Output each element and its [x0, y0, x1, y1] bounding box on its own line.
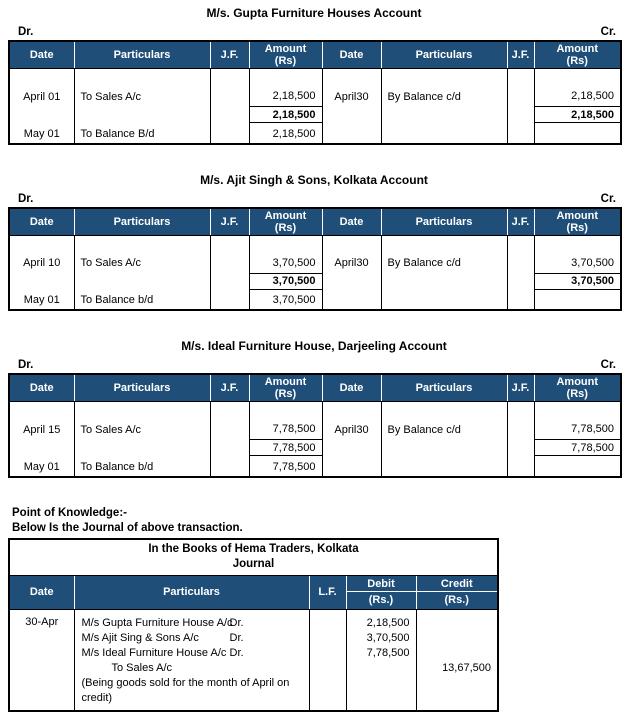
amount-label: Amount — [556, 209, 599, 222]
debit-unit: (Rs.) — [368, 594, 394, 606]
amount-label: Amount — [556, 376, 599, 388]
entry-date-dr: April 10 — [23, 257, 61, 269]
amount-unit: (Rs) — [274, 388, 297, 400]
entry-date-cr: April30 — [322, 81, 381, 107]
journal-table — [8, 538, 499, 712]
col-header-amount — [534, 41, 621, 69]
balance-date: May 01 — [23, 460, 60, 473]
journal-narration: (Being goods sold for the month of April on credit) — [81, 676, 290, 704]
col-header-date: Date — [9, 208, 74, 236]
ledger-header-row — [9, 374, 621, 402]
entry-row — [9, 247, 621, 273]
total-amount-dr: 7,78,500 — [249, 440, 322, 456]
ledger-table-ajit — [8, 207, 622, 312]
account-title: M/s. Gupta Furniture Houses Account — [206, 6, 422, 20]
journal-book-title: In the Books of Hema Traders, Kolkata — [148, 542, 359, 555]
amount-unit: (Rs) — [274, 221, 297, 234]
entry-amount-cr: 7,78,500 — [534, 414, 621, 440]
credit-label: Credit — [417, 576, 498, 592]
balance-particulars: To Balance B/d — [74, 123, 210, 144]
journal-subtitle: Journal — [232, 557, 275, 570]
dr-suffix: Dr. — [229, 616, 244, 629]
col-header-date: Date — [9, 575, 74, 609]
entry-date-dr: April 15 — [23, 423, 61, 436]
amount-label: Amount — [264, 376, 307, 388]
journal-entry-lf — [309, 609, 346, 711]
col-header-jf: J.F. — [507, 374, 534, 402]
journal-line-credit-account: To Sales A/c — [111, 661, 173, 674]
col-header-amount — [249, 41, 322, 69]
col-header-jf: J.F. — [210, 374, 249, 402]
ledger-section-gupta — [8, 6, 620, 145]
account-name: M/s Ideal Furniture House A/c — [81, 646, 227, 659]
debit-amount: 2,18,500 — [366, 616, 410, 629]
entry-particulars-dr: To Sales A/c — [74, 414, 210, 440]
journal-title-row — [9, 539, 498, 576]
spacer-row — [9, 235, 621, 247]
col-header-amount — [534, 208, 621, 236]
spacer-row — [9, 69, 621, 81]
credit-amount: 13,67,500 — [442, 661, 491, 674]
entry-jf-cr — [507, 414, 534, 440]
account-title: M/s. Ajit Singh & Sons, Kolkata Account — [200, 172, 428, 187]
amount-label: Amount — [264, 209, 307, 222]
col-header-jf: J.F. — [210, 208, 249, 236]
balance-particulars: To Balance b/d — [74, 289, 210, 310]
cr-label: Cr. — [600, 192, 616, 205]
debit-label: Debit — [347, 576, 416, 592]
col-header-amount — [249, 208, 322, 236]
entry-particulars-cr: By Balance c/d — [381, 414, 507, 440]
col-header-particulars: Particulars — [74, 208, 210, 236]
ledger-section-ideal — [8, 339, 620, 478]
entry-row — [9, 414, 621, 440]
amount-unit: (Rs) — [274, 55, 297, 67]
amount-unit: (Rs) — [566, 221, 588, 234]
dr-cr-row — [8, 192, 620, 207]
col-header-jf: J.F. — [507, 208, 534, 236]
col-header-amount — [249, 374, 322, 402]
entry-particulars-cr: By Balance c/d — [381, 247, 507, 273]
dr-cr-row — [8, 25, 620, 40]
col-header-lf: L.F. — [309, 575, 346, 609]
total-amount-dr: 3,70,500 — [249, 273, 322, 289]
col-header-debit — [346, 575, 416, 609]
dr-label: Dr. — [18, 192, 34, 205]
col-header-date: Date — [9, 374, 74, 402]
col-header-date: Date — [9, 41, 74, 69]
col-header-jf: J.F. — [507, 41, 534, 69]
journal-line — [82, 646, 305, 661]
total-row — [9, 273, 621, 289]
col-header-particulars: Particulars — [74, 41, 210, 69]
ledger-table-gupta — [8, 40, 622, 145]
cr-label: Cr. — [600, 26, 616, 38]
total-amount-cr: 3,70,500 — [534, 273, 621, 289]
debit-amount: 3,70,500 — [366, 631, 410, 644]
entry-jf-dr — [210, 81, 249, 107]
journal-section — [8, 506, 620, 712]
col-header-particulars: Particulars — [381, 208, 507, 236]
account-title: M/s. Ideal Furniture House, Darjeeling Account — [181, 339, 447, 353]
total-amount-cr: 2,18,500 — [534, 107, 621, 123]
balance-row — [9, 123, 621, 144]
entry-amount-dr: 2,18,500 — [249, 81, 322, 107]
balance-jf — [210, 123, 249, 144]
col-header-date: Date — [322, 41, 381, 69]
ledger-header-row — [9, 41, 621, 69]
credit-unit: (Rs.) — [444, 594, 469, 606]
journal-entry-row — [9, 609, 498, 711]
debit-amount: 7,78,500 — [366, 646, 410, 659]
cr-label: Cr. — [600, 359, 616, 371]
balance-date: May 01 — [23, 294, 60, 306]
balance-date: May 01 — [23, 127, 60, 140]
entry-amount-cr: 2,18,500 — [534, 81, 621, 107]
dr-label: Dr. — [18, 26, 34, 38]
journal-line — [82, 631, 305, 646]
entry-amount-dr: 7,78,500 — [249, 414, 322, 440]
dr-suffix: Dr. — [229, 646, 244, 659]
amount-label: Amount — [264, 43, 307, 55]
entry-jf-cr — [507, 247, 534, 273]
balance-row — [9, 289, 621, 310]
journal-line — [82, 616, 305, 631]
entry-row — [9, 81, 621, 107]
col-header-credit — [416, 575, 498, 609]
balance-jf — [210, 289, 249, 310]
amount-label: Amount — [556, 43, 599, 55]
col-header-particulars: Particulars — [381, 374, 507, 402]
dr-suffix: Dr. — [229, 631, 244, 644]
total-row — [9, 440, 621, 456]
journal-note-label: Below Is the Journal of above transaction. — [12, 521, 243, 534]
col-header-date: Date — [322, 374, 381, 402]
col-header-particulars: Particulars — [381, 41, 507, 69]
entry-date-cr: April30 — [322, 414, 381, 440]
balance-amount: 2,18,500 — [249, 123, 322, 144]
entry-particulars-dr: To Sales A/c — [74, 81, 210, 107]
account-name: M/s Gupta Furniture House A/c — [81, 616, 233, 629]
entry-jf-dr — [210, 414, 249, 440]
ledger-section-ajit — [8, 173, 620, 312]
balance-jf — [210, 456, 249, 477]
journal-entry-particulars — [74, 609, 309, 711]
col-header-jf: J.F. — [210, 41, 249, 69]
ledger-header-row — [9, 208, 621, 236]
col-header-amount — [534, 374, 621, 402]
balance-amount: 3,70,500 — [249, 289, 322, 310]
entry-date-cr: April30 — [322, 247, 381, 273]
balance-row — [9, 456, 621, 477]
dr-label: Dr. — [18, 359, 34, 371]
entry-jf-cr — [507, 81, 534, 107]
total-amount-dr: 2,18,500 — [249, 107, 322, 123]
account-name: M/s Ajit Sing & Sons A/c — [81, 631, 199, 644]
balance-particulars: To Balance b/d — [74, 456, 210, 477]
col-header-particulars: Particulars — [74, 374, 210, 402]
entry-amount-dr: 3,70,500 — [249, 247, 322, 273]
col-header-particulars: Particulars — [74, 575, 309, 609]
entry-amount-cr: 3,70,500 — [534, 247, 621, 273]
amount-unit: (Rs) — [566, 388, 588, 400]
entry-date-dr: April 01 — [23, 90, 61, 103]
spacer-row — [9, 402, 621, 414]
col-header-date: Date — [322, 208, 381, 236]
dr-cr-row — [8, 358, 620, 373]
point-of-knowledge-label: Point of Knowledge:- — [12, 506, 127, 519]
total-row — [9, 107, 621, 123]
total-amount-cr: 7,78,500 — [534, 440, 621, 456]
balance-amount: 7,78,500 — [249, 456, 322, 477]
entry-particulars-cr: By Balance c/d — [381, 81, 507, 107]
amount-unit: (Rs) — [566, 55, 588, 67]
ledger-table-ideal — [8, 373, 622, 478]
journal-entry-credit — [416, 609, 498, 711]
entry-particulars-dr: To Sales A/c — [74, 247, 210, 273]
journal-entry-debit — [346, 609, 416, 711]
journal-entry-date: 30-Apr — [25, 615, 59, 628]
journal-header-row — [9, 575, 498, 609]
entry-jf-dr — [210, 247, 249, 273]
